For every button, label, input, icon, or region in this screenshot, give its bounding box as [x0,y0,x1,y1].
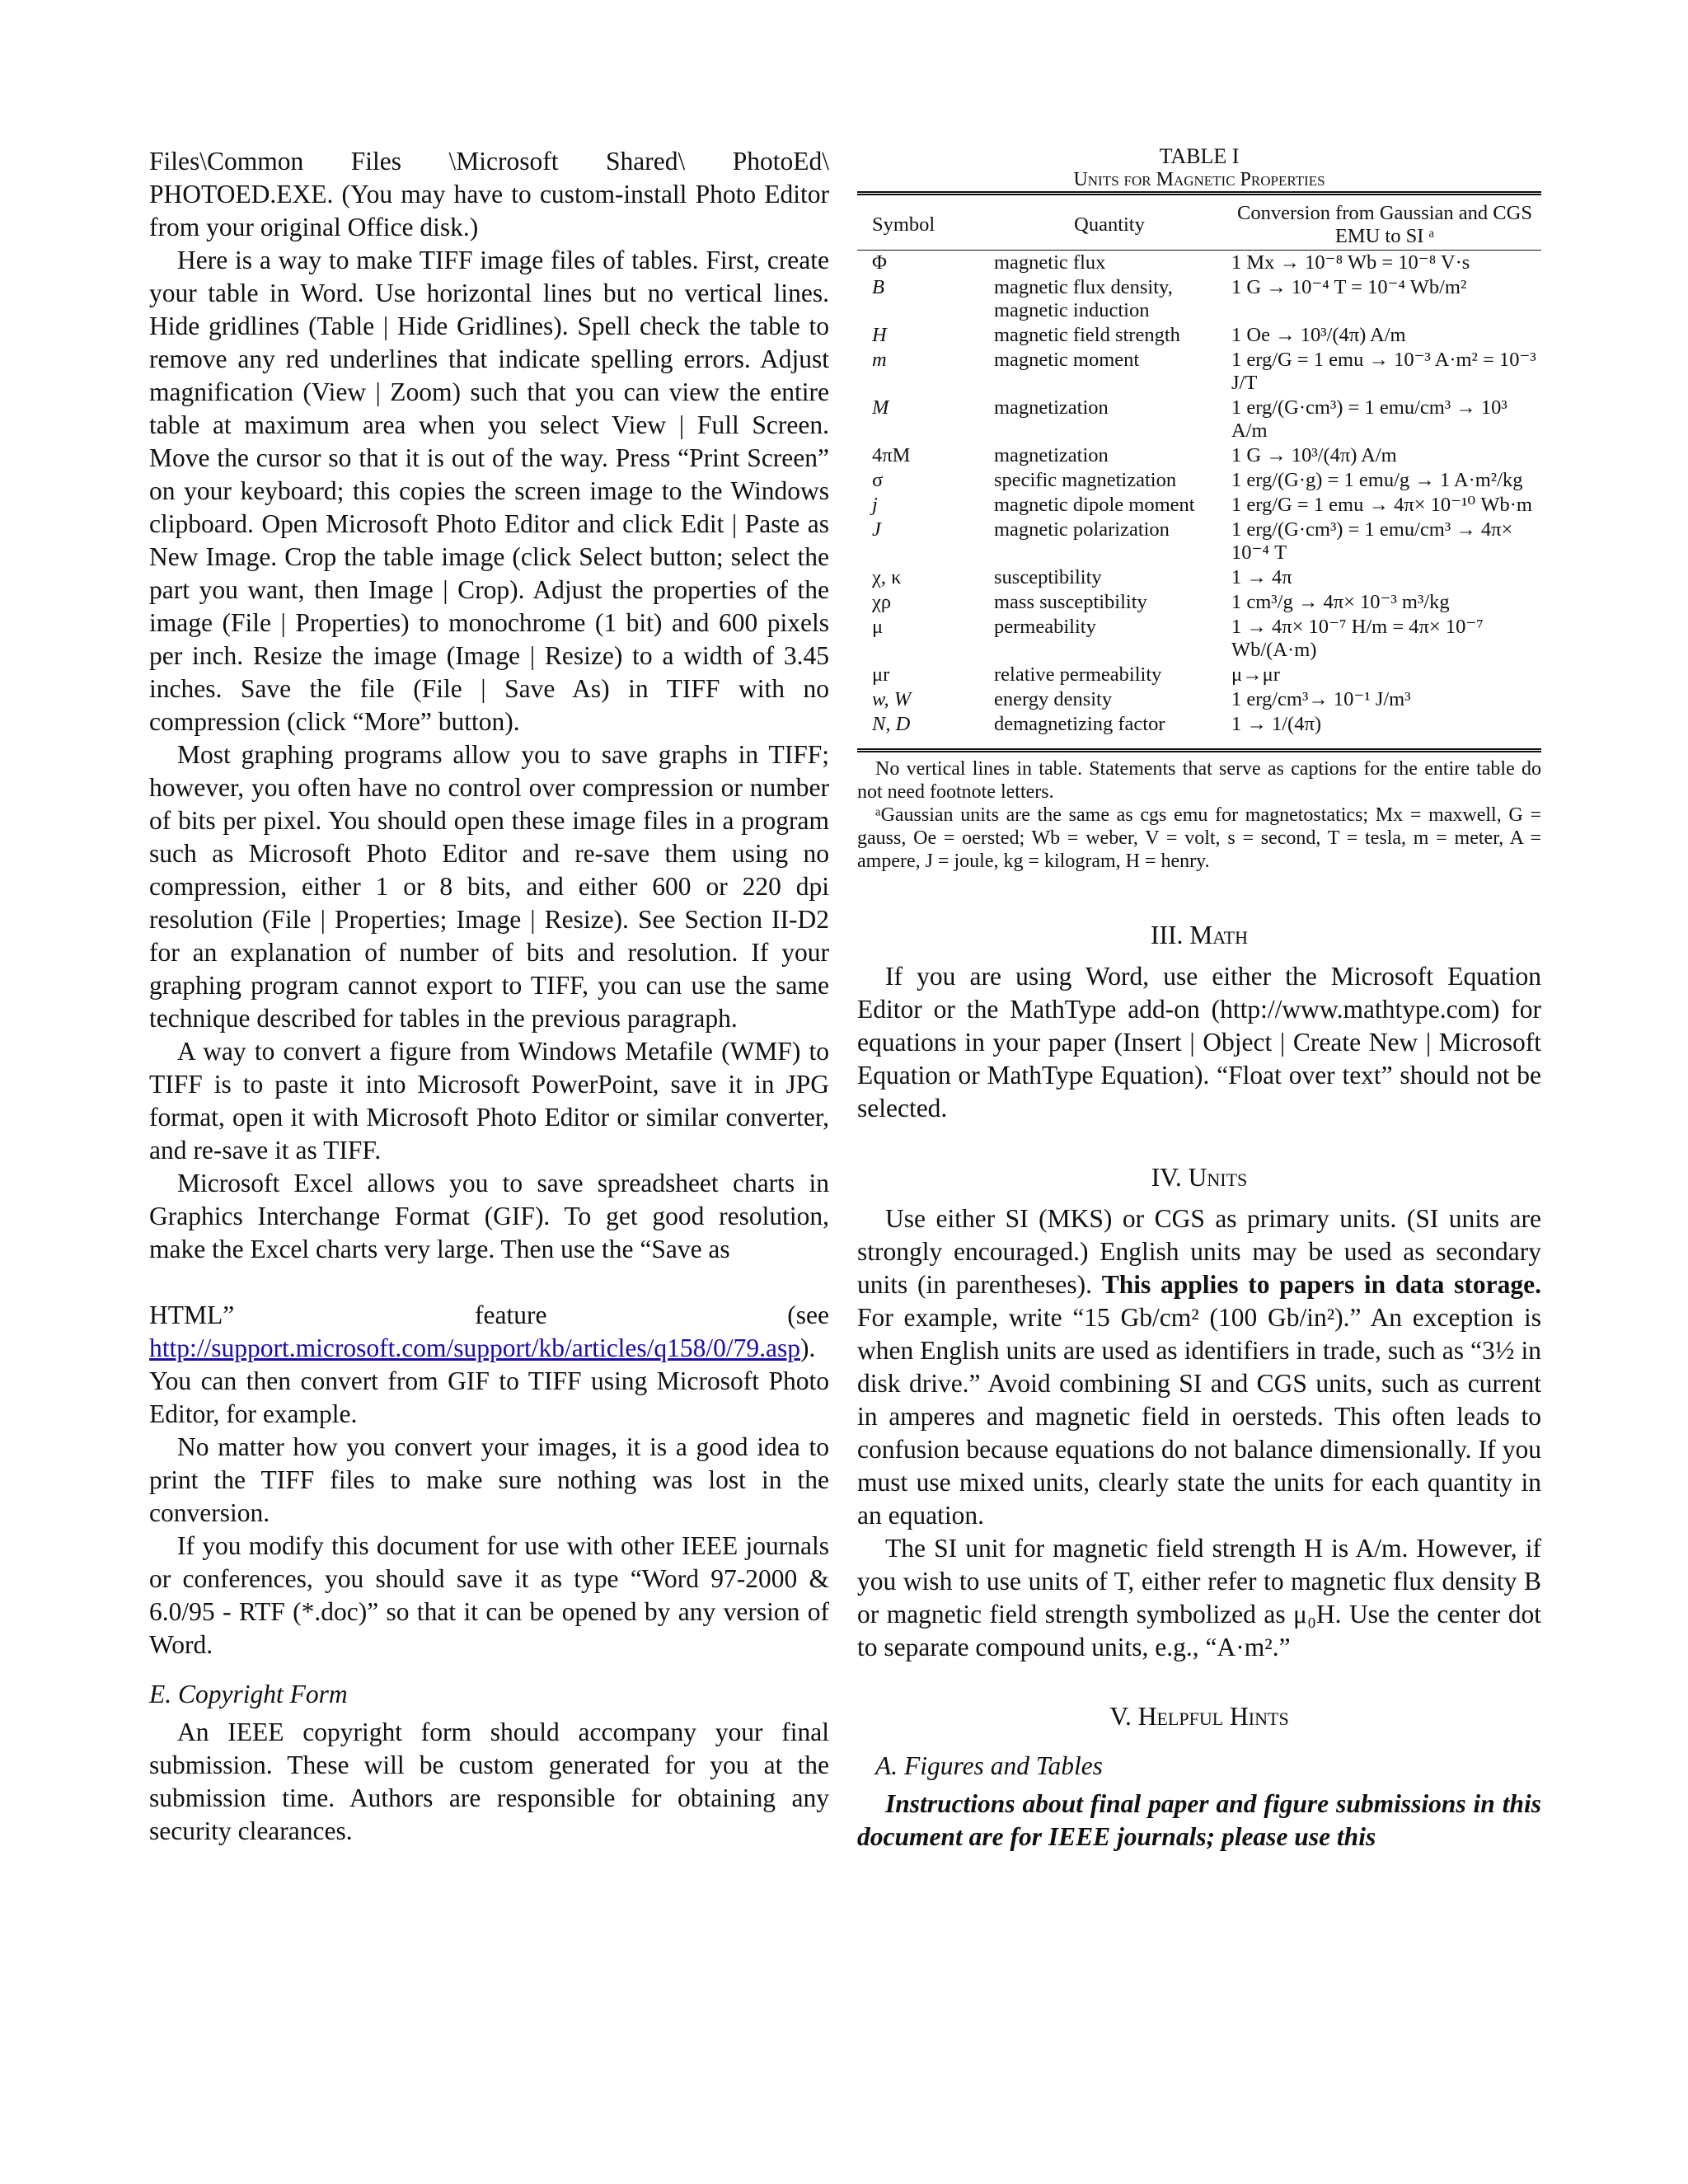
cell-symbol: M [872,396,889,419]
paragraph-html-feature [149,1299,829,1431]
header-quantity: Quantity [991,200,1228,251]
cell-quantity: magnetic polarization [994,518,1170,541]
cell-conversion: 1 erg/cm³→ 10⁻¹ J/m³ [1231,688,1411,710]
paragraph-copyright: An IEEE copyright form should accompany your final submission. These will be custom generated for you at the submission time. Authors are responsible for obtaining any security clearances. [149,1718,829,1845]
table-footnote-a: ᵃGaussian units are the same as cgs emu for magnetostatics; Mx = maxwell, G = gauss, Oe = oersted; Wb = weber, V = volt, s = second, T = tesla, m = meter, A = ampere, J = joule, kg = kilogram, H = henry. [857,804,1541,872]
cell-conversion: 1 → 4π× 10⁻⁷ H/m = 4π× 10⁻⁷ Wb/(A·m) [1231,616,1484,661]
cell-conversion: 1 → 4π [1231,566,1292,588]
table-header-row [857,200,1541,251]
paragraph-wmf-conversion: A way to convert a figure from Windows Metafile (WMF) to TIFF is to paste it into Microsoft PowerPoint, save it in JPG format, open it with Microsoft Photo Editor or similar converter, and re-save it as TIFF. [149,1037,829,1165]
left-column [149,145,829,1848]
cell-conversion: 1 Oe → 10³/(4π) A/m [1231,324,1406,346]
right-column [857,145,1541,1854]
table-row [857,396,1541,443]
cell-symbol: σ [872,469,884,491]
cell-conversion: 1 erg/(G·cm³) = 1 emu/cm³ → 10³ A/m [1231,396,1507,442]
paragraph-final-instructions: Instructions about final paper and figure submissions in this document are for IEEE journals; please use this [857,1789,1541,1851]
cell-symbol: 4πM [872,444,911,466]
cell-symbol: μ [872,616,884,638]
cell-quantity: mass susceptibility [994,591,1147,613]
table-row [857,590,1541,615]
cell-quantity: magnetization [994,396,1109,419]
cell-quantity: energy density [994,688,1113,710]
units-table-block [857,145,1541,873]
table-row [857,712,1541,737]
header-conversion: Conversion from Gaussian and CGS EMU to SI ᵃ [1228,200,1541,251]
column-gap [149,1266,829,1299]
table-row [857,251,1541,276]
cell-conversion: 1 G → 10⁻⁴ T = 10⁻⁴ Wb/m² [1231,276,1467,298]
cell-conversion: 1 erg/G = 1 emu → 4π× 10⁻¹⁰ Wb·m [1231,494,1532,516]
cell-conversion: 1 erg/G = 1 emu → 10⁻³ A·m² = 10⁻³ J/T [1231,349,1536,394]
cell-quantity: magnetic dipole moment [994,494,1195,516]
paragraph-excel-gif: Microsoft Excel allows you to save spreadsheet charts in Graphics Interchange Format (GIF). To get good resolution, make the Excel charts very large. Then use the “Save as [149,1169,829,1263]
table-row [857,687,1541,712]
cell-quantity: magnetic field strength [994,324,1180,346]
cell-conversion: μ→μr [1231,663,1280,686]
section-heading-math: III. Math [1150,921,1248,949]
paragraph-units-1 [857,1202,1541,1532]
cell-conversion: 1 → 1/(4π) [1231,713,1321,735]
cell-quantity: demagnetizing factor [994,713,1165,735]
table-footnotes [857,748,1541,873]
subsection-copyright-form: E. Copyright Form [149,1680,348,1708]
units-text-a: Use either SI (MKS) or CGS as primary units. (SI units are strongly encouraged.) English units may be used as secondary units (in parentheses). [857,1204,1541,1299]
units-text-b: For example, write “15 Gb/cm² (100 Gb/in²).” An exception is when English units are used as identifiers in trade, such as “3½ in disk drive.” Avoid combining SI and CGS units, such as current in amperes and magnetic field in oersteds. This often leads to confusion because equations do not balance dimensionally. If you must use mixed units, clearly state the units for each quantity in an equation. [857,1303,1541,1530]
table-row [857,323,1541,348]
subsection-figures-tables: A. Figures and Tables [875,1751,1103,1780]
section-heading-units: IV. Units [1151,1163,1248,1192]
paragraph-units-2: The SI unit for magnetic field strength H is A/m. However, if you wish to use units of T, either refer to magnetic flux density B or magnetic field strength symbolized as μ₀H. Use the center dot to separate compound units, e.g., “A·m².” [857,1534,1541,1661]
cell-symbol: j [872,494,878,516]
html-feature-text-b: ). You can then convert from GIF to TIFF using Microsoft Photo Editor, for example. [149,1333,829,1428]
section-heading-helpful-hints: V. Helpful Hints [1109,1702,1289,1731]
cell-symbol: w, W [872,688,912,710]
cell-symbol: N, D [872,713,911,735]
table-row [857,468,1541,493]
table-title: Units for Magnetic Properties [1073,169,1325,190]
cell-symbol: m [872,349,887,371]
cell-quantity: susceptibility [994,566,1102,588]
cell-symbol: χ, κ [872,566,902,588]
cell-conversion: 1 G → 10³/(4π) A/m [1231,444,1397,466]
cell-quantity: relative permeability [994,663,1162,686]
table-row [857,518,1541,565]
table-row [857,615,1541,663]
table-row [857,443,1541,468]
table-caption: TABLE I [1159,144,1240,168]
cell-conversion: 1 erg/(G·g) = 1 emu/g → 1 A·m²/kg [1231,469,1523,491]
table-row [857,663,1541,687]
units-text-bold: This applies to papers in data storage. [1101,1270,1541,1299]
table-row [857,348,1541,396]
paragraph-math: If you are using Word, use either the Microsoft Equation Editor or the MathType add-on (http://www.mathtype.com) for equations in your paper (Insert | Object | Create New | Microsoft Equation or MathType Equation). “Float over text” should not be selected. [857,962,1541,1122]
header-symbol: Symbol [857,200,991,251]
cell-quantity: specific magnetization [994,469,1177,491]
cell-conversion: 1 cm³/g → 4π× 10⁻³ m³/kg [1231,591,1450,613]
table-row [857,565,1541,590]
cell-quantity: magnetic flux density, magnetic induction [994,276,1173,321]
paragraph-print-tiff: No matter how you convert your images, it is a good idea to print the TIFF files to make sure nothing was lost in the conversion. [149,1432,829,1527]
cell-symbol: J [872,518,881,541]
cell-symbol: Φ [872,251,887,274]
table-note: No vertical lines in table. Statements that serve as captions for the entire table do not need footnote letters. [857,758,1541,803]
cell-quantity: magnetic moment [994,349,1140,371]
cell-symbol: μr [872,663,890,686]
table-row [857,275,1541,323]
cell-symbol: B [872,276,884,298]
cell-quantity: magnetic flux [994,251,1106,274]
paragraph-graphing-programs: Most graphing programs allow you to save graphs in TIFF; however, you often have no control over compression or number of bits per pixel. You should open these image files in a program such as Microsoft Photo Editor and re-save them using no compression, either 1 or 8 bits, and either 600 or 220 dpi resolution (File | Properties; Image | Resize). See Section II-D2 for an explanation of number of bits and resolution. If your graphing program cannot export to TIFF, you can use the same technique described for tables in the previous paragraph. [149,740,829,1033]
html-feature-text-a: HTML” feature (see [149,1301,829,1329]
paragraph-photoed-path: Files\Common Files \Microsoft Shared\ PhotoEd\ PHOTOED.EXE. (You may have to custom-install Photo Editor from your original Office disk.) [149,147,829,241]
cell-symbol: H [872,324,887,346]
paragraph-modify-document: If you modify this document for use with other IEEE journals or conferences, you should save it as type “Word 97-2000 & 6.0/95 - RTF (*.doc)” so that it can be opened by any version of Word. [149,1531,829,1659]
cell-quantity: permeability [994,616,1096,638]
units-table [857,191,1541,737]
paragraph-tiff-tables: Here is a way to make TIFF image files of tables. First, create your table in Word. Use horizontal lines but no vertical lines. Hide gridlines (Table | Hide Gridlines). Spell check the table to remove any red underlines that indicate spelling errors. Adjust magnification (View | Zoom) such that you can view the entire table at maximum area when you select View | Full Screen. Move the cursor so that it is out of the way. Press “Print Screen” on your keyboard; this copies the screen image to the Windows clipboard. Open Microsoft Photo Editor and click Edit | Paste as New Image. Crop the table image (click Select button; select the part you want, then Image | Crop). Adjust the properties of the image (File | Properties) to monochrome (1 bit) and 600 pixels per inch. Resize the image (Image | Resize) to a width of 3.45 inches. Save the file (File | Save As) in TIFF with no compression (click “More” button). [149,246,829,736]
cell-conversion: 1 erg/(G·cm³) = 1 emu/cm³ → 4π× 10⁻⁴ T [1231,518,1513,564]
cell-conversion: 1 Mx → 10⁻⁸ Wb = 10⁻⁸ V·s [1231,251,1470,274]
cell-symbol: χρ [872,591,892,613]
cell-quantity: magnetization [994,444,1109,466]
table-row [857,493,1541,518]
support-link[interactable]: http://support.microsoft.com/support/kb/articles/q158/0/79.asp [149,1333,801,1362]
